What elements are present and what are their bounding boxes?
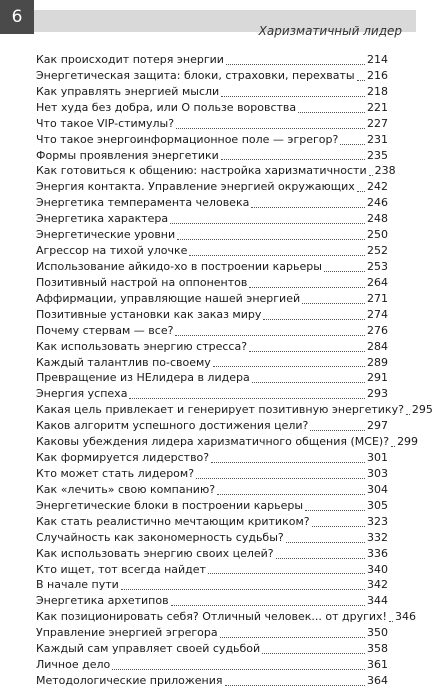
toc-leader-dots bbox=[221, 158, 365, 160]
table-of-contents bbox=[36, 52, 433, 689]
toc-entry-page: 304 bbox=[367, 482, 388, 496]
toc-leader-dots bbox=[112, 668, 365, 670]
toc-entry-title: Каков алгоритм успешного достижения цели? bbox=[36, 419, 309, 433]
toc-leader-dots bbox=[305, 509, 365, 511]
toc-leader-dots bbox=[220, 636, 365, 638]
toc-entry-title: Формы проявления энергетики bbox=[36, 148, 219, 162]
toc-leader-dots bbox=[177, 238, 365, 240]
toc-leader-dots bbox=[211, 461, 365, 463]
toc-entry-page: 246 bbox=[367, 196, 388, 210]
toc-entry-title: Позитивные установки как заказ миру bbox=[36, 307, 262, 321]
toc-leader-dots bbox=[189, 254, 365, 256]
toc-entry-title: Случайность как закономерность судьбы? bbox=[36, 530, 284, 544]
toc-entry bbox=[36, 386, 388, 402]
toc-leader-dots bbox=[369, 174, 373, 176]
toc-entry-page: 342 bbox=[367, 578, 388, 592]
toc-entry-page: 250 bbox=[367, 228, 388, 242]
toc-entry-title: Как «лечить» свою компанию? bbox=[36, 482, 216, 496]
toc-entry-title: Как готовиться к общению: настройка харизматичности bbox=[36, 164, 367, 178]
toc-entry-title: Превращение из НЕлидера в лидера bbox=[36, 371, 250, 385]
toc-entry bbox=[36, 275, 388, 291]
toc-entry-title: Каждый сам управляет своей судьбой bbox=[36, 642, 261, 656]
toc-entry bbox=[36, 673, 388, 689]
toc-entry-title: Каковы убеждения лидера харизматичного общения (МСЕ)? bbox=[36, 435, 390, 449]
toc-entry-page: 364 bbox=[367, 673, 388, 687]
toc-leader-dots bbox=[298, 111, 365, 113]
toc-entry bbox=[36, 116, 388, 132]
toc-entry-page: 276 bbox=[367, 323, 388, 337]
toc-leader-dots bbox=[310, 429, 365, 431]
toc-entry-page: 301 bbox=[367, 451, 388, 465]
toc-leader-dots bbox=[213, 365, 365, 367]
toc-entry-title: Что такое энергоинформационное поле — эгрегор? bbox=[36, 132, 339, 146]
toc-entry-title: Энергетические блоки в построении карьеры bbox=[36, 498, 304, 512]
toc-entry-title: Почему стервам — все? bbox=[36, 323, 174, 337]
toc-entry-page: 305 bbox=[367, 498, 388, 512]
toc-entry-title: Как стать реалистично мечтающим критиком? bbox=[36, 514, 310, 528]
toc-entry-title: Методологические приложения bbox=[36, 673, 223, 687]
toc-entry-page: 299 bbox=[397, 435, 419, 449]
toc-entry-page: 344 bbox=[367, 594, 388, 608]
toc-entry-page: 218 bbox=[367, 84, 388, 98]
toc-leader-dots bbox=[217, 493, 365, 495]
toc-leader-dots bbox=[171, 604, 365, 606]
toc-entry-title: Кто может стать лидером? bbox=[36, 466, 195, 480]
toc-entry-title: Энергетика архетипов bbox=[36, 594, 169, 608]
toc-leader-dots bbox=[249, 286, 365, 288]
toc-entry bbox=[36, 68, 388, 84]
toc-entry bbox=[36, 625, 388, 641]
toc-entry bbox=[36, 593, 388, 609]
toc-entry bbox=[36, 52, 388, 68]
toc-entry bbox=[36, 100, 388, 116]
toc-leader-dots bbox=[252, 381, 365, 383]
toc-entry bbox=[36, 450, 388, 466]
toc-leader-dots bbox=[262, 652, 365, 654]
toc-entry bbox=[36, 546, 388, 562]
toc-entry-page: 214 bbox=[367, 53, 388, 66]
toc-entry-title: Как позиционировать себя? Отличный человек... от других! bbox=[36, 610, 387, 624]
toc-entry-title: Энергетическая защита: блоки, страховки, перехваты bbox=[36, 68, 355, 82]
toc-entry bbox=[36, 211, 388, 227]
toc-entry-page: 350 bbox=[367, 626, 388, 640]
header-bar bbox=[34, 10, 416, 38]
toc-entry-page: 271 bbox=[367, 291, 388, 305]
toc-entry-title: Как использовать энергию своих целей? bbox=[36, 546, 274, 560]
toc-leader-dots bbox=[221, 95, 365, 97]
toc-entry-title: Как формируется лидерство? bbox=[36, 451, 210, 465]
toc-entry bbox=[36, 609, 416, 625]
toc-entry-title: Как происходит потеря энергии bbox=[36, 53, 224, 66]
toc-entry-page: 303 bbox=[367, 466, 388, 480]
toc-entry-title: Личное дело bbox=[36, 658, 111, 672]
toc-entry-title: Энергетика характера bbox=[36, 212, 169, 226]
toc-entry-title: Аффирмации, управляющие нашей энергией bbox=[36, 291, 301, 305]
toc-entry-page: 274 bbox=[367, 307, 388, 321]
toc-leader-dots bbox=[226, 63, 365, 65]
toc-entry bbox=[36, 562, 388, 578]
toc-leader-dots bbox=[406, 413, 410, 415]
toc-leader-dots bbox=[389, 620, 393, 622]
toc-entry bbox=[36, 577, 388, 593]
toc-entry bbox=[36, 227, 388, 243]
toc-entry-title: Как использовать энергию стресса? bbox=[36, 339, 248, 353]
toc-entry-page: 289 bbox=[367, 355, 388, 369]
toc-entry bbox=[36, 323, 388, 339]
toc-entry-title: Энергетика темперамента человека bbox=[36, 196, 250, 210]
toc-entry-page: 242 bbox=[367, 180, 388, 194]
toc-leader-dots bbox=[324, 270, 365, 272]
toc-entry-page: 293 bbox=[367, 387, 388, 401]
toc-leader-dots bbox=[249, 350, 365, 352]
toc-entry-title: Какая цель привлекает и генерирует позитивную энергетику? bbox=[36, 403, 404, 417]
toc-leader-dots bbox=[357, 79, 365, 81]
page-number: 6 bbox=[0, 0, 34, 34]
toc-leader-dots bbox=[391, 445, 395, 447]
toc-entry-page: 346 bbox=[394, 610, 416, 624]
toc-entry bbox=[36, 530, 388, 546]
toc-entry bbox=[36, 418, 388, 434]
toc-entry-page: 284 bbox=[367, 339, 388, 353]
toc-entry-page: 252 bbox=[367, 244, 388, 258]
toc-leader-dots bbox=[276, 557, 365, 559]
toc-entry-page: 216 bbox=[367, 68, 388, 82]
toc-entry-page: 221 bbox=[367, 100, 388, 114]
toc-entry-page: 358 bbox=[367, 642, 388, 656]
toc-entry bbox=[36, 498, 388, 514]
toc-entry-title: Агрессор на тихой улочке bbox=[36, 244, 188, 258]
toc-entry-title: В начале пути bbox=[36, 578, 119, 592]
toc-entry-page: 291 bbox=[367, 371, 388, 385]
toc-entry-title: Позитивный настрой на оппонентов bbox=[36, 275, 248, 289]
toc-entry-page: 253 bbox=[367, 259, 388, 273]
toc-entry-title: Использование айкидо-хо в построении карьеры bbox=[36, 259, 322, 273]
toc-entry-title: Кто ищет, тот всегда найдет bbox=[36, 562, 206, 576]
toc-entry bbox=[36, 291, 388, 307]
toc-entry-page: 340 bbox=[367, 562, 388, 576]
toc-entry bbox=[36, 132, 388, 148]
toc-entry bbox=[36, 307, 388, 323]
toc-leader-dots bbox=[357, 190, 365, 192]
toc-entry-title: Энергия контакта. Управление энергией окружающих bbox=[36, 180, 355, 194]
toc-leader-dots bbox=[251, 206, 365, 208]
toc-entry-title: Энергетические уровни bbox=[36, 228, 176, 242]
toc-entry bbox=[36, 259, 388, 275]
toc-leader-dots bbox=[340, 143, 365, 145]
toc-entry bbox=[36, 514, 388, 530]
toc-entry bbox=[36, 243, 388, 259]
toc-entry-page: 227 bbox=[367, 116, 388, 130]
toc-entry bbox=[36, 84, 388, 100]
toc-entry bbox=[36, 370, 388, 386]
toc-entry-page: 295 bbox=[411, 403, 433, 417]
toc-entry-page: 297 bbox=[367, 419, 388, 433]
toc-entry-title: Каждый талантлив по-своему bbox=[36, 355, 211, 369]
toc-entry-title: Управление энергией эгрегора bbox=[36, 626, 218, 640]
toc-entry-page: 336 bbox=[367, 546, 388, 560]
toc-leader-dots bbox=[170, 222, 365, 224]
toc-entry bbox=[36, 482, 388, 498]
toc-entry bbox=[36, 179, 388, 195]
toc-entry-title: Как управлять энергией мысли bbox=[36, 84, 220, 98]
toc-entry-title: Нет худа без добра, или О пользе воровства bbox=[36, 100, 297, 114]
toc-entry-page: 332 bbox=[367, 530, 388, 544]
toc-entry bbox=[36, 434, 419, 450]
toc-leader-dots bbox=[263, 318, 365, 320]
toc-entry bbox=[36, 657, 388, 673]
toc-entry-page: 361 bbox=[367, 658, 388, 672]
toc-entry bbox=[36, 339, 388, 355]
toc-leader-dots bbox=[302, 302, 365, 304]
toc-entry-page: 264 bbox=[367, 275, 388, 289]
toc-entry-title: Энергия успеха bbox=[36, 387, 128, 401]
toc-entry bbox=[36, 355, 388, 371]
toc-entry bbox=[36, 466, 388, 482]
toc-entry bbox=[36, 148, 388, 164]
toc-entry bbox=[36, 402, 433, 418]
toc-leader-dots bbox=[225, 684, 365, 686]
toc-entry-page: 323 bbox=[367, 514, 388, 528]
toc-entry-page: 235 bbox=[367, 148, 388, 162]
running-title: Харизматичный лидер bbox=[258, 24, 402, 38]
toc-entry bbox=[36, 163, 396, 179]
toc-entry-page: 238 bbox=[374, 164, 396, 178]
toc-leader-dots bbox=[286, 541, 365, 543]
toc-leader-dots bbox=[175, 334, 365, 336]
toc-entry-page: 248 bbox=[367, 212, 388, 226]
toc-leader-dots bbox=[121, 588, 365, 590]
toc-leader-dots bbox=[312, 525, 365, 527]
toc-entry-title: Что такое VIP-стимулы? bbox=[36, 116, 175, 130]
toc-entry bbox=[36, 641, 388, 657]
toc-leader-dots bbox=[176, 127, 365, 129]
toc-entry bbox=[36, 195, 388, 211]
toc-leader-dots bbox=[208, 572, 365, 574]
toc-leader-dots bbox=[196, 477, 365, 479]
toc-entry-page: 231 bbox=[367, 132, 388, 146]
toc-leader-dots bbox=[129, 397, 365, 399]
